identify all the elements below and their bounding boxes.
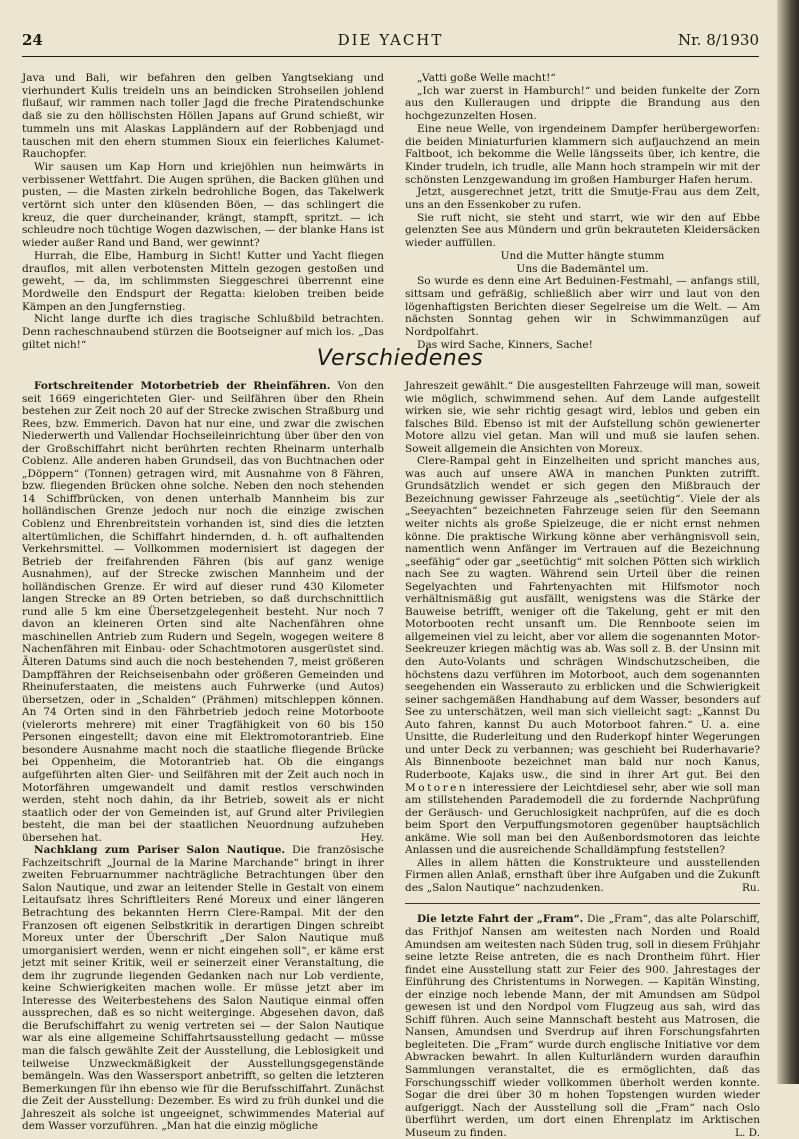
page-number: 24: [22, 31, 43, 49]
paragraph: Jahreszeit gewählt.“ Die ausgestellten Fahrzeuge will man, soweit wie möglich, schwimmend sehen. Auf dem Lande aufgestellt wirken sie, wie sehr richtig gesagt wird, leblos und geben ein falsches Bild. Ebenso ist mit der Aufstellung schön gewienerter Motore allzu viel getan. Man will und muß sie laufen sehen. Soweit allgemein die Ansichten von Moreux.: [405, 380, 760, 455]
paragraph: [405, 857, 760, 895]
article-heading: Fortschreitender Motorbetrieb der Rheinfähren.: [34, 380, 331, 392]
article-body: Die französische Fachzeitschrift „Journal de la Marine Marchande“ bringt in ihrer zweiten Februarnummer nachträgliche Betrachtungen über den Salon Nautique, und zwar an leitender Stelle in Gestalt von einem Leitaufsatz ihres Schriftleiters René Moreux und einer längeren Betrachtung des bekannten Herrn Clere-Rampal. Mit der den Franzosen oft eigenen Selbstkritik in derartigen Dingen schreibt Moreux unter der Überschrift „Der Salon Nautique muß umorganisiert werden, wenn er nicht eingehen soll“, er käme erst jetzt mit seiner Kritik, weil er seinerzeit einer Veranstaltung, die dem ihr zugrunde liegenden Gedanken nach nur Lob verdiente, keine Schwierigkeiten machen wolle. Er müsse jetzt aber im Interesse des Weiterbestehens des Salon Nautique einmal offen aussprechen, daß es so nicht weiterginge. Abgesehen davon, daß die Berufschiffahrt zu wenig vertreten sei — der Salon Nautique war als eine allgemeine Schiffahrtsausstellung gedacht — müsse man die falsch gewählte Zeit der Ausstellung, die Leblosigkeit und teilweise Unzweckmäßigkeit der Ausstellungsgegenstände bemängeln. Was den Wassersport anbetrifft, so gelten die letzteren Bemerkungen für ihn ebenso wie für die Berufsschiffahrt. Zunächst die Zeit der Ausstellung: Dezember. Es wird zu früh dunkel und die Jahreszeit als solche ist ungeeignet, schwimmendes Material auf dem Wasser vorzuführen. „Man hat die einzig mögliche: [22, 844, 384, 1133]
paragraph: „Vatti goße Welle macht!“: [417, 72, 556, 84]
paragraph: Sie ruft nicht, sie steht und starrt, wie wir den auf Ebbe gelenzten See aus Mündern und grün bekrauteten Kleidersäcken wieder auffüllen.: [405, 211, 760, 250]
paragraph: Wir sausen um Kap Horn und kriejöhlen nun heimwärts in verbissener Wettfahrt. Die Augen sprühen, die Backen glühen und pusten, — die Masten zirkeln bedrohliche Bogen, das Takelwerk vertörnt sich unter den klüsenden Böen, — das schlingert die kreuz, die quer durcheinander, krängt, stampft, spritzt. — ich schleudre noch tüchtige Wogen dazwischen, — der blanke Hans ist wieder außer Rand und Band, wer gewinnt?: [22, 160, 384, 250]
paragraph: Nicht lange durfte ich dies tragische Schlußbild betrachten. Denn racheschnaubend stürzen die Bootseigner auf mich los. „Das giltet nich!“: [22, 313, 384, 351]
section-title: Verschiedenes: [316, 346, 484, 371]
verse-line: Uns die Bademäntel um.: [516, 262, 649, 275]
bottom-right-column: [405, 380, 760, 1139]
article-salon-nautique: [22, 844, 384, 1133]
paragraph-text: interessiere der Leichtdiesel sehr, aber wie soll man am stillstehenden Parademodell die zu fordernde Nachprüfung der Geräusch- und Geruchlosigkeit nachprüfen, auf die es doch beim Sport den Verpuffungsmotoren gegenüber hauptsächlich ankäme. Wie soll man bei den Außenbordsmotoren das leichte Anlassen und die ausreichende Schalldämpfung feststellen?: [405, 781, 760, 857]
article-separator: [405, 903, 760, 904]
paragraph: Java und Bali, wir befahren den gelben Yangtsekiang und vierhundert Kulis treideln uns an beindicken Strohseilen johlend flußauf, wir rammen nach toller Jagd die freche Piratendschunke daß sie zu den höllischsten Höllen Japans auf Grund schießt, wir tummeln uns mit Alaskas Lappländern auf der Robbenjagd und tauschen mit den ehern stummen Sioux ein feierliches Kalumet-Rauchopfer.: [22, 72, 384, 161]
paragraph: Das wird Sache, Kinners, Sache!: [417, 338, 593, 351]
header-rule: [22, 56, 759, 57]
page-header: [22, 31, 759, 55]
paragraph: Hurrah, die Elbe, Hamburg in Sicht! Kutter und Yacht fliegen drauflos, mit allen verbotensten Mitteln gezogen gestoßen und geweht, — da, im schlimmsten Sieggeschrei überrennt eine Mordwelle den Endspurt der Regatta: kieloben treiben beide Kämpen an den Jungfernstieg.: [22, 249, 384, 313]
article-body: Von den seit 1669 eingerichteten Gier- und Seilfähren über den Rhein bestehen zur Zeit noch 20 auf der Strecke zwischen Straßburg und Rees, bzw. Emmerich. Davon hat nur eine, und zwar die zwischen Niederwerth und Vallendar Hochseileinrichtung über über den von der Großschiffahrt nicht berührten rechten Rheinarm unterhalb Coblenz. Alle anderen haben Grundseil, das von Buchtnachen oder „Döppern“ (Tonnen) getragen wird, mit Ausnahme von 8 Fähren, bzw. fliegenden Brücken ohne solche. Neben den noch stehenden 14 Schiffbrücken, von denen unterhalb Mannheim bis zur holländischen Grenze jedoch nur noch die einzige zwischen Coblenz und Ehrenbreitstein vorhanden ist, sind dies die letzten altertümlichen, die Schiffahrt hindernden, d. h. oft aufhaltenden Verkehrsmittel. — Vollkommen modernisiert ist dagegen der Betrieb der freifahrenden Fähren (bis auf ganz wenige Ausnahmen), auf der Strecke zwischen Mannheim und der holländischen Grenze. Er wird auf dieser rund 430 Kilometer langen Strecke an 89 Orten betrieben, so daß durchschnittlich rund alle 5 km eine Übersetzgelegenheit besteht. Nur noch 7 davon an kleineren Orten sind alte Nachenfähren ohne maschinellen Antrieb zum Rudern und Segeln, wogegen weitere 8 Nachenfähren mit Einbau- oder Schachtmotoren ausgerüstet sind. Älteren Datums sind auch die noch bestehenden 7, meist größeren Dampffähren der Reichseisenbahn oder größeren Gemeinden und Rheinuferstaaten, die meistens auch Fuhrwerke (und Autos) übersetzen, oder in „Schalden“ (Prähmen) mitschleppen können. An 74 Orten sind in den Fährbetrieb jedoch reine Motorboote (vielerorts mehrere) mit einer Tragfähigkeit von 60 bis 150 Personen eingestellt; davon eine mit Elektromotorantrieb. Eine besondere Ausnahme macht noch die staatliche fliegende Brücke bei Oppenheim, die Motorantrieb hat. Ob die eingangs aufgeführten alten Gier- und Seilfähren mit der Zeit auch noch in Motorfähren umgewandelt und damit restlos verschwinden werden, steht noch dahin, da ihr Betrieb, soweit als er nicht staatlich oder der von Gemeinden ist, auf Grund alter Privilegien besteht, die man bei der staatlichen Neuordnung aufzuheben übersehen hat.: [22, 380, 385, 844]
top-right-column: [405, 72, 760, 351]
paragraph: [405, 455, 760, 857]
top-left-column: [22, 72, 384, 351]
article-heading: Die letzte Fahrt der „Fram“.: [417, 913, 584, 926]
article-heading: Nachklang zum Pariser Salon Nautique.: [34, 844, 286, 857]
article-signature: L. D.: [734, 1126, 760, 1139]
scan-edge: [777, 0, 799, 1084]
paragraph: Eine neue Welle, von irgendeinem Dampfer herübergeworfen: die beiden Miniaturfurien klammern sich aufjauchzend an mein Faltboot, ich bekomme die Welle längsseits über, ich kentre, die Kinder trudeln, ich trudle, alle Mann hoch strampeln wir mit der schönsten Lenzgewandung im großen Hamburger Hafen herum.: [405, 122, 760, 186]
article-body: Die „Fram“, das alte Polarschiff, das Frithjof Nansen am weitesten nach Norden und Roald Amundsen am weitesten nach Süden trug, soll in diesem Frühjahr seine letzte Reise antreten, die es nach Drontheim führt. Hier findet eine Ausstellung statt zur Feier des 900. Jahrestages der Einführung des Christentums in Norwegen. — Kapitän Winsting, der einzige noch lebende Mann, der mit Amundsen am Südpol gewesen ist und den Nordpol vom Flugzeug aus sah, wird das Schiff führen. Auch seine Mannschaft besteht aus Matrosen, die Nansen, Amundsen und Sverdrup auf ihren Forschungsfahrten begleiteten. Die „Fram“ wurde durch englische Initiative vor dem Abwracken bewahrt. In allen Kulturländern wurden daraufhin Sammlungen veranstaltet, die es ermöglichten, daß das Forschungsschiff wieder vollkommen überholt werden konnte. Sogar die drei über 30 m hohen Topstengen wurden wieder aufgeriggt. Nach der Ausstellung soll die „Fram“ nach Oslo überführt werden, um dort einen Ehrenplatz im Arktischen Museum zu finden.: [405, 913, 760, 1139]
issue-number: Nr. 8/1930: [678, 31, 759, 49]
spaced-word: Motoren: [405, 781, 469, 794]
paragraph-text: Alles in allem hätten die Konstrukteure und ausstellenden Firmen allen Anlaß, ernsthaft über ihre Aufgaben und die Zukunft des „Salon Nautique“ nachzudenken.: [405, 856, 760, 894]
magazine-title: DIE YACHT: [337, 31, 444, 49]
article-signature: Ru.: [741, 881, 760, 894]
article-rheinfaehren: [22, 380, 384, 844]
bottom-left-column: [22, 380, 384, 1133]
verse-line: Und die Mutter hängte stumm: [500, 249, 665, 262]
paragraph: Jetzt, ausgerechnet jetzt, tritt die Smutje-Frau aus dem Zelt, uns an den Essenkober zu rufen.: [405, 186, 760, 212]
article-signature: Hey.: [360, 831, 384, 844]
paragraph-text: Clere-Rampal geht in Einzelheiten und spricht manches aus, was auch auf unsere AWA in manchen Punkten zutrifft. Grundsätzlich wendet er sich gegen den Mißbrauch der Bezeichnung gewisser Fahrzeuge als „seetüchtig“. Viele der als „Seeyachten“ bezeichneten Fahrzeuge seien für den Seemann weiter nichts als große Spielzeuge, die er nicht ernst nehmen könne. Die praktische Wirkung könne aber verhängnisvoll sein, namentlich wenn Anfänger im Vertrauen auf die Bezeichnung „seefähig“ oder gar „seetüchtig“ mit solchen Pötten sich wirklich nach See zu wagten. Während sein Urteil über die reinen Segelyachten und Fahrtenyachten mit Hilfsmotor noch verhältnismäßig gut ausfällt, wenigstens was die Stärke der Bauweise betrifft, weniger oft die Takelung, geht er mit den Motorbooten recht unsanft um. Die Rennboote seien im allgemeinen viel zu leicht, aber vor allem die sogenannten Motor-Seekreuzer kriegen mächtig was ab. Was soll z. B. der Unsinn mit den Auto-Volants und schrägen Windschutzscheiben, die höchstens dazu verführen im Motorboot, auch dem sogenannten seegehenden ein Wasserauto zu erblicken und die Schwierigkeit seiner sachgemäßen Handhabung auf dem Wasser, besonders auf See zu unterschätzen, weil man sich vielleicht sagt: „Kannst Du Auto fahren, kannst Du auch Motorboot fahren.“ U. a. eine Unsitte, die Ruderleitung und den Ruderkopf hinter Wegerungen und unter Deck zu verbannen; was geschieht bei Ruderhavarie? Als Binnenboote bezeichnet man bald nur noch Kanus, Ruderboote, Kajaks usw., die sind in ihrer Art gut. Bei den: [405, 455, 760, 781]
paragraph: So wurde es denn eine Art Beduinen-Festmahl, — anfangs still, sittsam und gefräßig, schließlich aber wirr und laut von den lögenhaftigsten Berichten dieser Segelreise um die Welt. — Am nächsten Sonntag gehen wir in Schwimmanzügen auf Nordpolfahrt.: [405, 275, 760, 339]
paragraph: „Ich war zuerst in Hamburch!“ und beiden funkelte der Zorn aus den Kulleraugen und drippte die Brandung aus den hochgezunzelten Hosen.: [405, 84, 760, 123]
article-fram: [405, 913, 760, 1139]
